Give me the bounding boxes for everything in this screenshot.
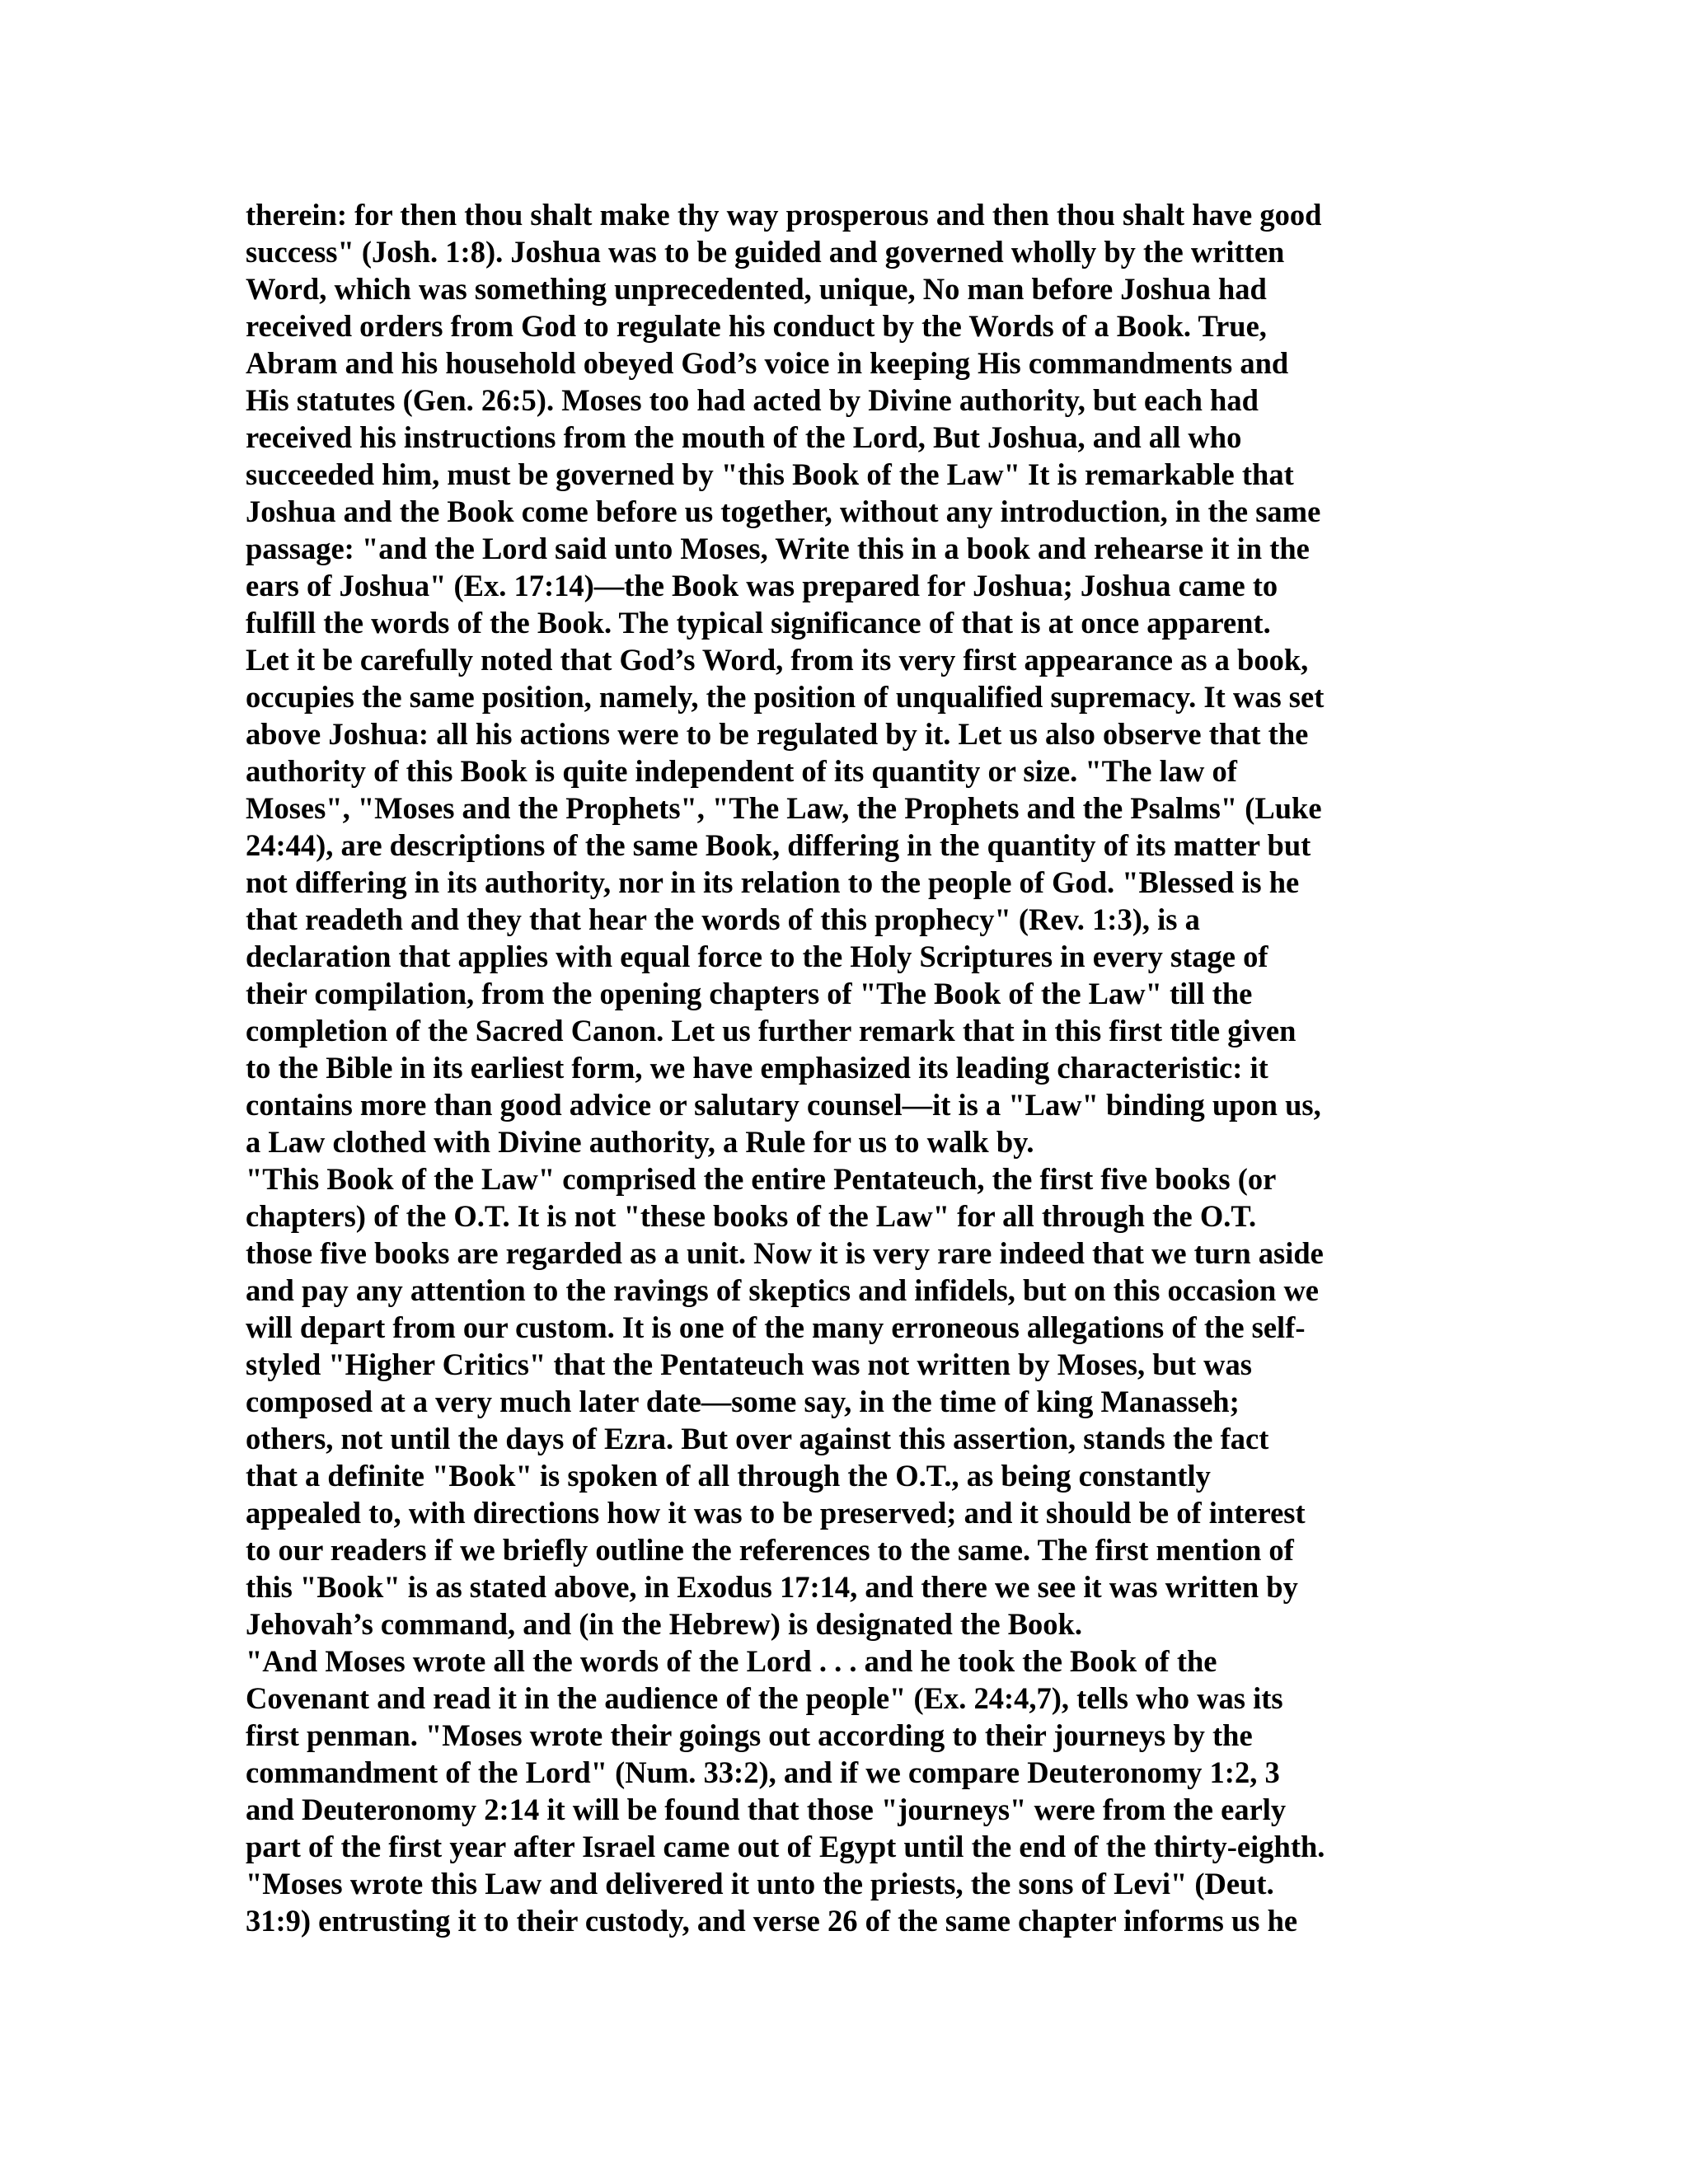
- text-line: those five books are regarded as a unit. Now it is very rare indeed that we turn aside: [246, 1236, 1324, 1270]
- text-line: received his instructions from the mouth of the Lord, But Joshua, and all who: [246, 420, 1242, 454]
- text-line: contains more than good advice or salutary counsel—it is a "Law" binding upon us,: [246, 1088, 1321, 1122]
- text-line: His statutes (Gen. 26:5). Moses too had acted by Divine authority, but each had: [246, 383, 1259, 417]
- text-line: composed at a very much later date—some say, in the time of king Manasseh;: [246, 1385, 1240, 1418]
- text-line: received orders from God to regulate his conduct by the Words of a Book. True,: [246, 309, 1267, 343]
- text-line: fulfill the words of the Book. The typical significance of that is at once apparent.: [246, 606, 1271, 640]
- text-line: Joshua and the Book come before us together, without any introduction, in the same: [246, 494, 1321, 528]
- text-line: part of the first year after Israel came out of Egypt until the end of the thirty-eighth.: [246, 1830, 1325, 1863]
- text-line: occupies the same position, namely, the position of unqualified supremacy. It was set: [246, 680, 1325, 714]
- text-line: Moses", "Moses and the Prophets", "The Law, the Prophets and the Psalms" (Luke: [246, 791, 1322, 825]
- text-line: 31:9) entrusting it to their custody, and verse 26 of the same chapter informs us he: [246, 1904, 1298, 1938]
- text-line: and pay any attention to the ravings of skeptics and infidels, but on this occasion we: [246, 1273, 1320, 1307]
- text-line: Jehovah’s command, and (in the Hebrew) is designated the Book.: [246, 1607, 1082, 1641]
- text-line: this "Book" is as stated above, in Exodus 17:14, and there we see it was written by: [246, 1570, 1298, 1604]
- text-line: and Deuteronomy 2:14 it will be found that those "journeys" were from the early: [246, 1793, 1287, 1826]
- text-line: "This Book of the Law" comprised the entire Pentateuch, the first five books (or: [246, 1162, 1277, 1196]
- text-line: ears of Joshua" (Ex. 17:14)—the Book was prepared for Joshua; Joshua came to: [246, 569, 1278, 602]
- text-line: that a definite "Book" is spoken of all through the O.T., as being constantly: [246, 1459, 1211, 1493]
- text-line: Word, which was something unprecedented, unique, No man before Joshua had: [246, 272, 1267, 306]
- text-line: passage: "and the Lord said unto Moses, Write this in a book and rehearse it in the: [246, 532, 1310, 565]
- text-line: completion of the Sacred Canon. Let us further remark that in this first title given: [246, 1014, 1296, 1047]
- text-line: not differing in its authority, nor in its relation to the people of God. "Blessed is he: [246, 865, 1300, 899]
- text-line: to the Bible in its earliest form, we have emphasized its leading characteristic: it: [246, 1051, 1268, 1085]
- text-line: Abram and his household obeyed God’s voice in keeping His commandments and: [246, 346, 1289, 380]
- text-line: appealed to, with directions how it was to be preserved; and it should be of interest: [246, 1496, 1306, 1530]
- text-line: Covenant and read it in the audience of the people" (Ex. 24:4,7), tells who was its: [246, 1681, 1283, 1715]
- body-text: [246, 196, 1482, 1939]
- text-line: "And Moses wrote all the words of the Lord . . . and he took the Book of the: [246, 1644, 1217, 1678]
- text-line: their compilation, from the opening chapters of "The Book of the Law" till the: [246, 977, 1253, 1010]
- text-line: Let it be carefully noted that God’s Word, from its very first appearance as a book,: [246, 643, 1309, 677]
- text-line: success" (Josh. 1:8). Joshua was to be guided and governed wholly by the written: [246, 235, 1285, 269]
- text-line: styled "Higher Critics" that the Pentateuch was not written by Moses, but was: [246, 1347, 1252, 1381]
- text-line: a Law clothed with Divine authority, a Rule for us to walk by.: [246, 1125, 1034, 1159]
- text-line: above Joshua: all his actions were to be regulated by it. Let us also observe that the: [246, 717, 1309, 751]
- text-line: therein: for then thou shalt make thy way prosperous and then thou shalt have good: [246, 198, 1322, 232]
- text-line: 24:44), are descriptions of the same Book, differing in the quantity of its matter but: [246, 828, 1311, 862]
- text-line: declaration that applies with equal force to the Holy Scriptures in every stage of: [246, 940, 1268, 973]
- text-line: will depart from our custom. It is one of the many erroneous allegations of the self-: [246, 1310, 1306, 1344]
- text-line: commandment of the Lord" (Num. 33:2), and if we compare Deuteronomy 1:2, 3: [246, 1755, 1280, 1789]
- text-line: authority of this Book is quite independent of its quantity or size. "The law of: [246, 754, 1237, 788]
- text-line: chapters) of the O.T. It is not "these books of the Law" for all through the O.T.: [246, 1199, 1257, 1233]
- text-line: succeeded him, must be governed by "this Book of the Law" It is remarkable that: [246, 457, 1294, 491]
- text-line: first penman. "Moses wrote their goings out according to their journeys by the: [246, 1718, 1253, 1752]
- text-line: "Moses wrote this Law and delivered it unto the priests, the sons of Levi" (Deut.: [246, 1867, 1274, 1900]
- text-line: that readeth and they that hear the words of this prophecy" (Rev. 1:3), is a: [246, 902, 1200, 936]
- text-line: others, not until the days of Ezra. But over against this assertion, stands the fact: [246, 1422, 1269, 1455]
- text-line: to our readers if we briefly outline the references to the same. The first mention of: [246, 1533, 1294, 1567]
